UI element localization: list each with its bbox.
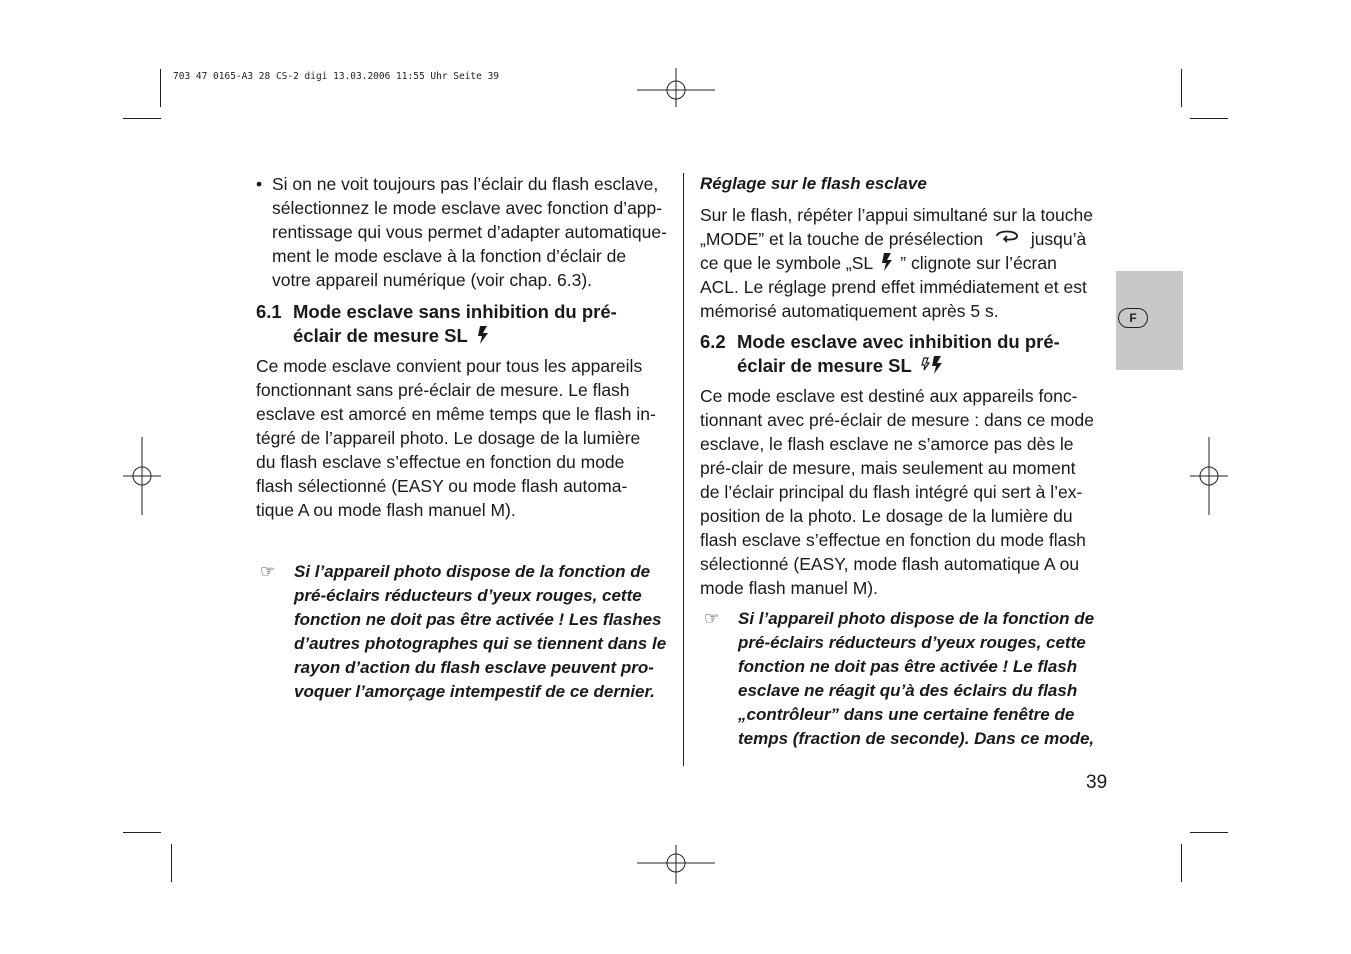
text-line: d’autres photographes qui se tiennent dans le — [294, 634, 667, 653]
text-line: ACL. Le réglage prend effet immédiatement et est — [700, 277, 1087, 297]
text-line: votre appareil numérique (voir chap. 6.3). — [272, 270, 593, 290]
print-slug: 703 47 0165-A3 28 CS-2 digi 13.03.2006 11:55 Uhr Seite 39 — [173, 71, 500, 82]
double-flash-bolt-icon — [921, 356, 943, 374]
left-column — [256, 172, 668, 704]
setting-instructions — [700, 203, 1112, 323]
crop-mark — [123, 832, 161, 833]
text-line: fonction ne doit pas être activée ! Les flashes — [294, 610, 662, 629]
text-line: tégré de l’appareil photo. Le dosage de la lumière — [256, 428, 641, 448]
text-line: rayon d’action du flash esclave peuvent pro- — [294, 658, 654, 677]
crop-mark — [123, 118, 161, 119]
page-number: 39 — [1086, 772, 1108, 793]
text-line: position de la photo. Le dosage de la lumière du — [700, 506, 1073, 526]
text-line: sélectionnez le mode esclave avec fonction d’app- — [272, 198, 663, 218]
text-line: ce que le symbole „SL ” clignote sur l’écran — [700, 253, 1057, 273]
text-line: du flash esclave s’effectue en fonction du mode — [256, 452, 625, 472]
pointing-hand-icon: ☞ — [260, 562, 276, 581]
bullet-item — [256, 172, 668, 292]
text-line: Sur le flash, répéter l’appui simultané sur la touche — [700, 205, 1093, 225]
heading-text: éclair de mesure SL — [737, 355, 912, 376]
text-line: Si on ne voit toujours pas l’éclair du flash esclave, — [272, 174, 659, 194]
crop-mark — [1190, 832, 1228, 833]
text-line: esclave est amorcé en même temps que le flash in- — [256, 404, 656, 424]
text-line: fonctionnant sans pré-éclair de mesure. Le flash — [256, 380, 630, 400]
crop-mark — [171, 844, 172, 882]
flash-bolt-icon — [477, 326, 489, 344]
flash-bolt-icon — [881, 253, 893, 271]
section-heading-6-2 — [700, 330, 1112, 378]
language-tab — [1116, 271, 1183, 370]
heading-number: 6.1 — [256, 301, 282, 322]
text-line: „MODE” et la touche de présélection jusqu’à — [700, 229, 1087, 249]
text-line: rentissage qui vous permet d’adapter automatique- — [272, 222, 667, 242]
heading-text: Mode esclave avec inhibition du pré- — [737, 331, 1060, 352]
text-line: Si l’appareil photo dispose de la fonction de — [294, 562, 651, 581]
section-body — [256, 354, 668, 522]
heading-number: 6.2 — [700, 331, 726, 352]
heading-text: Mode esclave sans inhibition du pré- — [293, 301, 617, 322]
heading-text: éclair de mesure SL — [293, 325, 468, 346]
registration-mark — [103, 437, 181, 515]
bullet-icon: • — [256, 174, 263, 194]
text-line: fonction ne doit pas être activée ! Le flash — [738, 657, 1078, 676]
text-line: flash sélectionné (EASY ou mode flash automa- — [256, 476, 628, 496]
text-line: Ce mode esclave est destiné aux appareils fonc- — [700, 386, 1078, 406]
text-line: mémorisé automatiquement après 5 s. — [700, 301, 999, 321]
text-line: tionnant avec pré-éclair de mesure : dans ce mode — [700, 410, 1094, 430]
column-divider — [683, 173, 684, 766]
crop-mark — [1181, 69, 1182, 107]
bullet-text — [256, 172, 668, 292]
text-line: flash esclave s’effectue en fonction du mode flash — [700, 530, 1086, 550]
registration-mark — [637, 824, 715, 902]
preselect-key-icon — [994, 229, 1020, 243]
subheading: Réglage sur le flash esclave — [700, 174, 927, 193]
text-line: tique A ou mode flash manuel M). — [256, 500, 516, 520]
crop-mark — [1190, 118, 1228, 119]
text-line: Si l’appareil photo dispose de la fonction de — [738, 609, 1095, 628]
text-line: sélectionné (EASY, mode flash automatique A ou — [700, 554, 1080, 574]
right-column — [700, 172, 1112, 751]
crop-mark — [160, 69, 161, 107]
text-line: mode flash manuel M). — [700, 578, 878, 598]
text-line: esclave, le flash esclave ne s’amorce pas dès le — [700, 434, 1074, 454]
warning-note — [700, 607, 1112, 751]
registration-mark — [1170, 437, 1248, 515]
text-line: de l’éclair principal du flash intégré qui sert à l’ex- — [700, 482, 1083, 502]
text-line: pré-éclairs réducteurs d’yeux rouges, cette — [738, 633, 1086, 652]
text-line: pré-éclairs réducteurs d’yeux rouges, cette — [294, 586, 642, 605]
warning-note — [256, 560, 668, 704]
text-line: ment le mode esclave à la fonction d’éclair de — [272, 246, 627, 266]
language-badge: F — [1118, 308, 1148, 328]
section-heading-6-1 — [256, 300, 668, 348]
text-line: temps (fraction de seconde). Dans ce mode, — [738, 729, 1095, 748]
crop-mark — [1181, 844, 1182, 882]
registration-mark — [637, 51, 715, 129]
pointing-hand-icon: ☞ — [704, 609, 720, 628]
text-line: esclave ne réagit qu’à des éclairs du flash — [738, 681, 1078, 700]
text-line: pré-clair de mesure, mais seulement au moment — [700, 458, 1076, 478]
text-line: Ce mode esclave convient pour tous les appareils — [256, 356, 643, 376]
text-line: voquer l’amorçage intempestif de ce dernier. — [294, 682, 655, 701]
text-line: „contrôleur” dans une certaine fenêtre de — [738, 705, 1075, 724]
section-body — [700, 384, 1112, 600]
